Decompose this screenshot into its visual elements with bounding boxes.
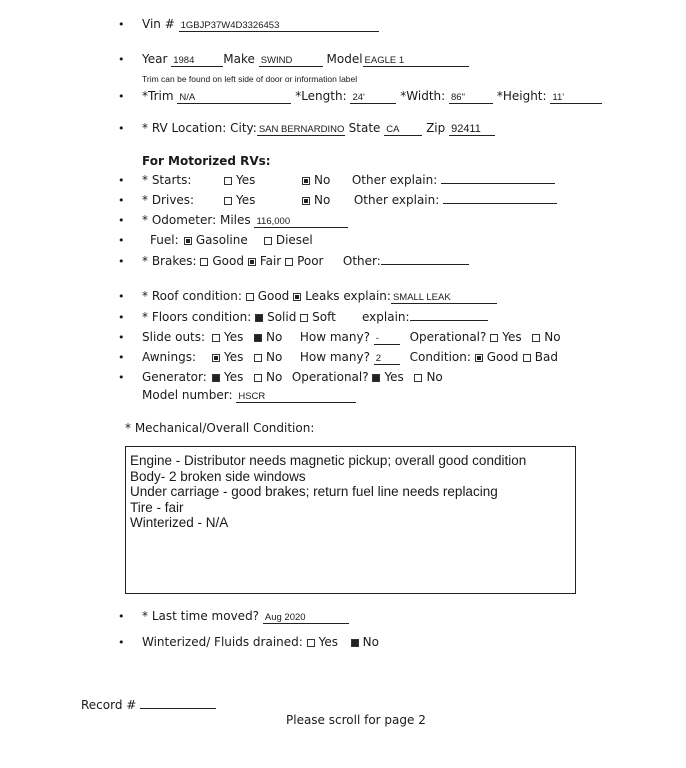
slideouts-op-yes-checkbox[interactable] (490, 334, 498, 342)
floors-soft-label: Soft (312, 310, 336, 324)
generator-yes-label: Yes (224, 370, 244, 384)
trim-label: *Trim (142, 89, 174, 103)
bullet: • (118, 371, 125, 384)
vin-label: Vin # (142, 17, 175, 31)
zip-label: Zip (426, 121, 446, 135)
bullet: • (118, 90, 125, 103)
make-field[interactable]: SWIND (259, 55, 323, 67)
city-field[interactable]: SAN BERNARDINO (258, 124, 345, 135)
winterized-yes-checkbox[interactable] (307, 639, 315, 647)
slideouts-label: Slide outs: (142, 330, 206, 344)
record-field[interactable] (140, 708, 216, 709)
roof-leaks-label: Leaks explain: (305, 289, 391, 303)
slideouts-no-checkbox[interactable] (254, 334, 262, 342)
footer-text: Please scroll for page 2 (286, 713, 426, 727)
drives-other-label: Other explain: (353, 193, 440, 207)
mech-line: Body- 2 broken side windows (130, 468, 306, 484)
mech-line: Winterized - N/A (130, 515, 229, 531)
bullet: • (118, 610, 125, 623)
motorized-heading: For Motorized RVs: (142, 154, 271, 168)
year-label: Year (142, 52, 168, 66)
model-number-row (142, 388, 356, 404)
awnings-condition-label: Condition: (409, 350, 471, 364)
winterized-no-label: No (362, 635, 379, 649)
length-label: *Length: (295, 89, 347, 103)
generator-op-no-label: No (426, 370, 443, 384)
location-city-label: * RV Location: City: (142, 121, 257, 135)
roof-explain-field[interactable]: SMALL LEAK (391, 292, 497, 304)
mech-line: Engine - Distributor needs magnetic pickup; overall good condition (130, 453, 527, 468)
drives-other-field[interactable] (443, 203, 557, 204)
awnings-good-checkbox[interactable] (475, 354, 483, 362)
bullet: • (118, 18, 125, 31)
slideouts-howmany-label: How many? (299, 330, 370, 344)
awnings-howmany-field[interactable]: 2 (374, 353, 400, 365)
bullet: • (118, 290, 125, 303)
drives-no-label: No (314, 193, 331, 207)
brakes-other-label: Other: (342, 254, 381, 268)
brakes-label: * Brakes: (142, 254, 197, 268)
awnings-no-checkbox[interactable] (254, 354, 262, 362)
slideouts-yes-label: Yes (224, 330, 244, 344)
vin-field[interactable]: 1GBJP37W4D3326453 (179, 20, 379, 32)
awnings-yes-checkbox[interactable] (212, 354, 220, 362)
model-number-field[interactable]: HSCR (236, 391, 356, 403)
brakes-fair-label: Fair (259, 254, 282, 268)
bullet: • (118, 636, 125, 649)
slideouts-op-no-checkbox[interactable] (532, 334, 540, 342)
last-moved-field[interactable]: Aug 2020 (263, 612, 349, 624)
starts-no-checkbox[interactable] (302, 177, 310, 185)
starts-no-label: No (314, 173, 331, 187)
miles-field[interactable]: 116,000 (254, 216, 348, 228)
winterized-label: Winterized/ Fluids drained: (142, 635, 303, 649)
record-label: Record # (81, 698, 137, 712)
miles-label: Miles (219, 213, 251, 227)
awnings-good-label: Good (486, 350, 519, 364)
length-field[interactable]: 24' (350, 92, 396, 104)
fuel-diesel-label: Diesel (275, 233, 313, 247)
state-field[interactable]: CA (384, 124, 422, 136)
slideouts-howmany-field[interactable]: - (374, 333, 400, 345)
brakes-poor-label: Poor (297, 254, 324, 268)
winterized-yes-label: Yes (318, 635, 339, 649)
floors-label: * Floors condition: (142, 310, 252, 324)
awnings-howmany-label: How many? (299, 350, 370, 364)
generator-op-yes-checkbox[interactable] (372, 374, 380, 382)
bullet: • (118, 214, 125, 227)
bullet: • (118, 174, 125, 187)
height-label: *Height: (496, 89, 547, 103)
brakes-poor-checkbox[interactable] (285, 258, 293, 266)
width-field[interactable]: 86" (449, 92, 493, 104)
bullet: • (118, 255, 125, 268)
roof-leaks-checkbox[interactable] (293, 293, 301, 301)
height-field[interactable]: 11' (550, 92, 602, 104)
awnings-yes-label: Yes (224, 350, 244, 364)
roof-good-label: Good (257, 289, 290, 303)
drives-label: * Drives: (142, 193, 195, 207)
slideouts-op-yes-label: Yes (502, 330, 522, 344)
mechanical-condition-textbox[interactable] (125, 446, 576, 594)
generator-yes-checkbox[interactable] (212, 374, 220, 382)
awnings-no-label: No (266, 350, 283, 364)
make-label: Make (223, 52, 255, 66)
drives-no-checkbox[interactable] (302, 197, 310, 205)
roof-good-checkbox[interactable] (246, 293, 254, 301)
model-number-label: Model number: (142, 388, 233, 402)
awnings-label: Awnings: (142, 350, 196, 364)
roof-label: * Roof condition: (142, 289, 242, 303)
starts-label: * Starts: (142, 173, 192, 187)
floors-explain-label: explain: (362, 310, 410, 324)
drives-yes-checkbox[interactable] (224, 197, 232, 205)
mech-label: * Mechanical/Overall Condition: (125, 421, 315, 435)
last-moved-label: * Last time moved? (142, 609, 260, 623)
starts-yes-checkbox[interactable] (224, 177, 232, 185)
starts-other-label: Other explain: (351, 173, 438, 187)
starts-yes-label: Yes (236, 173, 256, 187)
mech-line: Under carriage - good brakes; return fuel line needs replacing (130, 484, 498, 500)
winterized-no-checkbox[interactable] (351, 639, 359, 647)
model-field[interactable]: EAGLE 1 (363, 55, 469, 67)
floors-solid-checkbox[interactable] (255, 314, 263, 322)
brakes-good-checkbox[interactable] (200, 258, 208, 266)
slideouts-yes-checkbox[interactable] (212, 334, 220, 342)
floors-soft-checkbox[interactable] (300, 314, 308, 322)
slideouts-op-no-label: No (544, 330, 561, 344)
starts-other-field[interactable] (441, 183, 555, 184)
bullet: • (118, 331, 125, 344)
generator-no-checkbox[interactable] (254, 374, 262, 382)
brakes-good-label: Good (212, 254, 244, 268)
record-row (81, 698, 216, 714)
mech-label-row (125, 421, 314, 437)
year-field[interactable]: 1984 (171, 55, 223, 67)
floors-solid-label: Solid (267, 310, 297, 324)
generator-op-no-checkbox[interactable] (414, 374, 422, 382)
fuel-label: Fuel: (150, 233, 179, 247)
generator-op-yes-label: Yes (384, 370, 404, 384)
floors-explain-field[interactable] (410, 320, 488, 321)
bullet: • (118, 122, 125, 135)
slideouts-no-label: No (266, 330, 283, 344)
trim-field[interactable]: N/A (177, 92, 291, 104)
generator-no-label: No (266, 370, 283, 384)
model-label: Model (326, 52, 363, 66)
brakes-other-field[interactable] (381, 264, 469, 265)
drives-yes-label: Yes (236, 193, 256, 207)
generator-label: Generator: (142, 370, 207, 384)
brakes-fair-checkbox[interactable] (248, 258, 256, 266)
fuel-gasoline-checkbox[interactable] (184, 237, 192, 245)
generator-operational-label: Operational? (291, 370, 369, 384)
odometer-label: * Odometer: (142, 213, 217, 227)
bullet: • (118, 234, 125, 247)
width-label: *Width: (400, 89, 446, 103)
scroll-footer (286, 713, 426, 729)
bullet: • (118, 351, 125, 364)
trim-note: Trim can be found on left side of door or information label (142, 74, 358, 84)
slideouts-operational-label: Operational? (409, 330, 487, 344)
fuel-diesel-checkbox[interactable] (264, 237, 272, 245)
fuel-gasoline-label: Gasoline (195, 233, 248, 247)
awnings-bad-checkbox[interactable] (523, 354, 531, 362)
zip-field[interactable]: 92411 (449, 124, 495, 136)
bullet: • (118, 194, 125, 207)
mech-line: Tire - fair (130, 499, 184, 515)
bullet: • (118, 311, 125, 324)
state-label: State (348, 121, 381, 135)
awnings-bad-label: Bad (534, 350, 558, 364)
bullet: • (118, 53, 125, 66)
